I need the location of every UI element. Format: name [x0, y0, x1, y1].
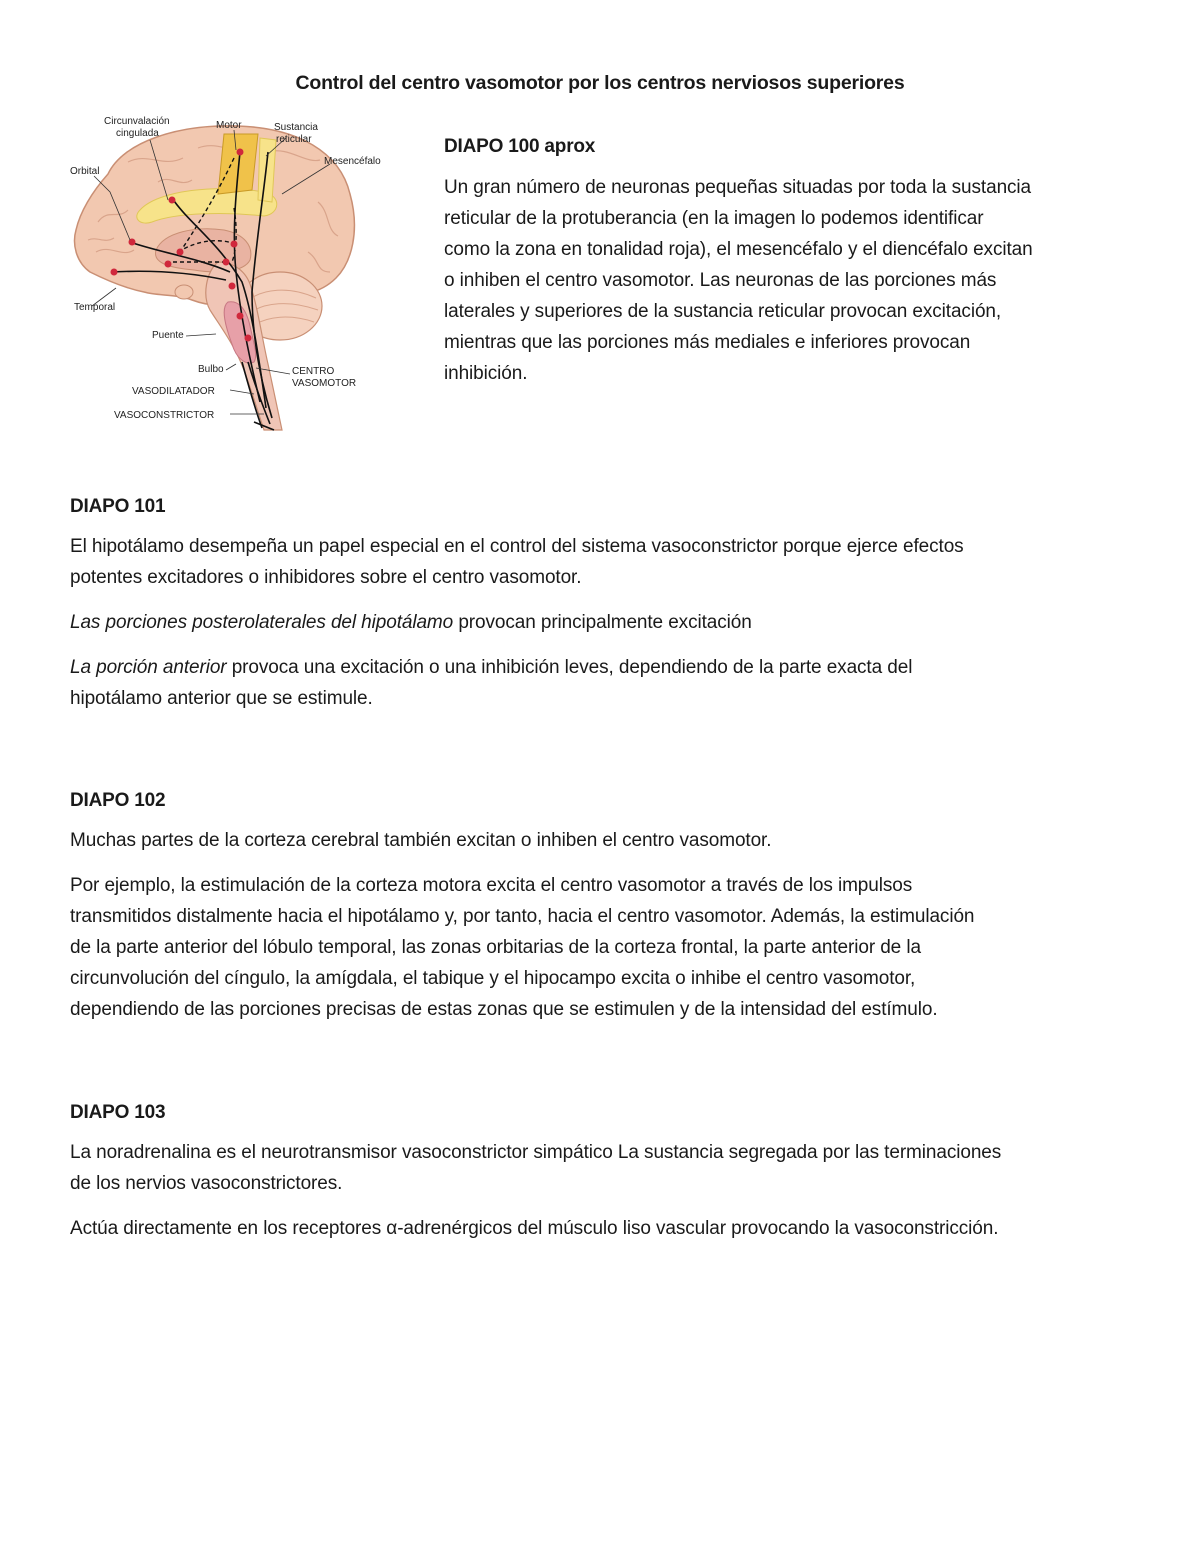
diapo-100-heading: DIAPO 100 aprox	[444, 136, 596, 157]
label-cingulada: cingulada	[116, 128, 159, 139]
pituitary-shape	[175, 285, 193, 299]
text-line: o inhiben el centro vasomotor. Las neuronas de las porciones más	[444, 270, 997, 291]
italic-phrase: La porción anterior	[70, 657, 227, 678]
text-line: mientras que las porciones más mediales e inferiores provocan	[444, 332, 971, 353]
text-line: potentes excitadores o inhibidores sobre el centro vasomotor.	[70, 567, 582, 588]
diapo-102-heading: DIAPO 102	[70, 790, 166, 811]
text-line: Por ejemplo, la estimulación de la corteza motora excita el centro vasomotor a través de los impulsos	[70, 875, 913, 896]
diapo-102-paragraph-1: Muchas partes de la corteza cerebral también excitan o inhiben el centro vasomotor.	[70, 830, 772, 851]
text-run: provocan principalmente excitación	[453, 612, 752, 633]
diapo-100-paragraph	[444, 172, 1134, 389]
document-title: Control del centro vasomotor por los centros nerviosos superiores	[295, 72, 905, 94]
label-puente: Puente	[152, 330, 184, 341]
section-diapo-102	[70, 790, 1135, 1039]
diapo-103-heading: DIAPO 103	[70, 1102, 166, 1123]
diapo-102-paragraph-2	[70, 870, 1135, 1025]
text-run: provoca una excitación o una inhibición leves, dependiendo de la parte exacta del	[226, 657, 913, 678]
label-centro: CENTRO	[292, 366, 335, 377]
text-line: La noradrenalina es el neurotransmisor vasoconstrictor simpático La sustancia segregada por las terminaciones	[70, 1142, 1002, 1163]
text-line: circunvolución del cíngulo, la amígdala, el tabique y el hipocampo excita o inhibe el centro vasomotor,	[70, 968, 916, 989]
label-vasoconstrictor: VASOCONSTRICTOR	[114, 410, 215, 421]
label-sustancia: Sustancia	[274, 122, 318, 133]
label-bulbo: Bulbo	[198, 364, 224, 375]
label-temporal: Temporal	[74, 302, 116, 313]
text-line: Un gran número de neuronas pequeñas situadas por toda la sustancia	[444, 177, 1032, 198]
motor-area	[218, 134, 258, 194]
section-diapo-101	[70, 496, 1135, 728]
section-diapo-100	[444, 136, 1134, 389]
diapo-101-paragraph-2	[70, 607, 1135, 638]
label-vasomotor: VASOMOTOR	[292, 378, 357, 389]
text-line: inhibición.	[444, 363, 528, 384]
brain-diagram	[68, 112, 398, 432]
text-line: hipotálamo anterior que se estimule.	[70, 688, 373, 709]
diapo-101-paragraph-1	[70, 531, 1135, 593]
text-line: de los nervios vasoconstrictores.	[70, 1173, 343, 1194]
label-motor: Motor	[216, 120, 242, 131]
diapo-103-paragraph-1	[70, 1137, 1135, 1199]
label-orbital: Orbital	[70, 166, 100, 177]
label-reticular: reticular	[276, 134, 312, 145]
italic-phrase: Las porciones posterolaterales del hipotálamo	[70, 612, 454, 633]
section-diapo-103	[70, 1102, 1135, 1258]
text-line: reticular de la protuberancia (en la imagen lo podemos identificar	[444, 208, 984, 229]
diapo-103-paragraph-2: Actúa directamente en los receptores α-adrenérgicos del músculo liso vascular provocando la vasoconstricción.	[70, 1218, 999, 1239]
text-line: dependiendo de las porciones precisas de estas zonas que se estimulen y de la intensidad del estímulo.	[70, 999, 938, 1020]
text-line: de la parte anterior del lóbulo temporal, las zonas orbitarias de la corteza frontal, la parte anterior de la	[70, 937, 921, 958]
diapo-101-paragraph-3	[70, 652, 1135, 714]
text-line: transmitidos distalmente hacia el hipotálamo y, por tanto, hacia el centro vasomotor. Además, la estimulación	[70, 906, 975, 927]
brain-diagram-svg	[68, 112, 398, 432]
text-line: laterales y superiores de la sustancia reticular provocan excitación,	[444, 301, 1002, 322]
diapo-101-heading: DIAPO 101	[70, 496, 166, 517]
text-line: El hipotálamo desempeña un papel especial en el control del sistema vasoconstrictor porque ejerce efectos	[70, 536, 964, 557]
text-line: como la zona en tonalidad roja), el mesencéfalo y el diencéfalo excitan	[444, 239, 1033, 260]
label-mesencefalo: Mesencéfalo	[324, 156, 381, 167]
label-vasodilatador: VASODILATADOR	[132, 386, 215, 397]
label-circunvalacion: Circunvalación	[104, 116, 170, 127]
